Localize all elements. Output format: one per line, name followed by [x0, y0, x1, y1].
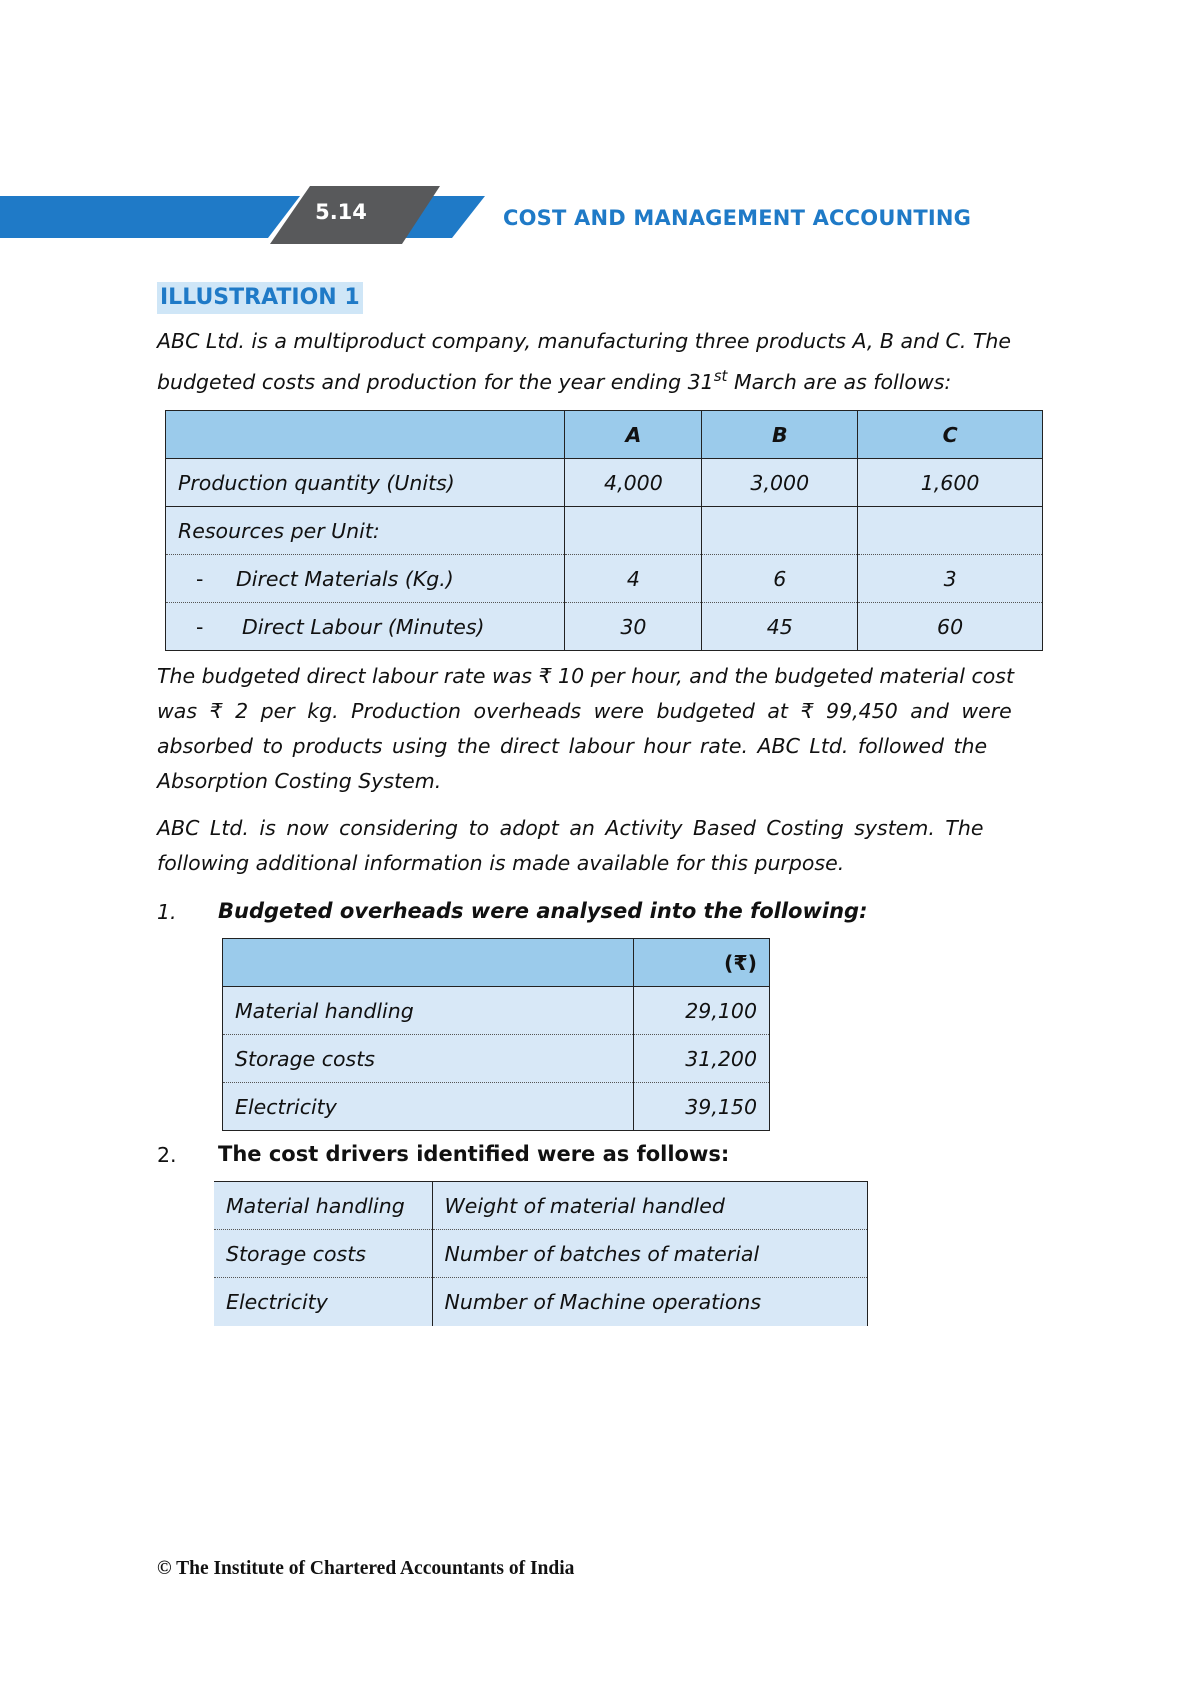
header-band [0, 180, 500, 248]
table-row [214, 1182, 868, 1230]
page-number: 5.14 [315, 200, 367, 224]
table-row [223, 1083, 770, 1131]
cell-empty [565, 507, 702, 555]
intro-line-2: budgeted costs and production for the year ending 31st March are as follows: [157, 367, 952, 394]
cell-value: Number of batches of material [432, 1230, 868, 1278]
bullet-dash: - [196, 566, 204, 591]
table-row [214, 1230, 868, 1278]
row-label: Material handling [223, 987, 634, 1035]
cell-value: 1,600 [858, 459, 1043, 507]
item-number: 2. [157, 1143, 177, 1167]
intro-paragraph [157, 324, 1052, 400]
row-label: Storage costs [223, 1035, 634, 1083]
table-row [223, 987, 770, 1035]
cell-value: 3,000 [702, 459, 858, 507]
table-row [166, 507, 1043, 555]
cost-drivers-table [214, 1181, 868, 1326]
cell-empty [702, 507, 858, 555]
header-cell-c: C [858, 411, 1043, 459]
item-number: 1. [157, 900, 177, 924]
cell-empty [858, 507, 1043, 555]
copyright-footer: © The Institute of Chartered Accountants of India [157, 1558, 575, 1579]
row-label: Electricity [214, 1278, 432, 1326]
header-cell-currency: (₹) [634, 939, 770, 987]
table-row [166, 459, 1043, 507]
production-table [165, 410, 1043, 651]
labour-rate-paragraph [157, 659, 1052, 799]
cell-value: 30 [565, 603, 702, 651]
bullet-dash: - [196, 614, 204, 639]
book-title: COST AND MANAGEMENT ACCOUNTING [503, 206, 972, 230]
table-row [214, 1278, 868, 1326]
table-header-row [166, 411, 1043, 459]
table-row [166, 603, 1043, 651]
row-label: - Direct Materials (Kg.) [166, 555, 565, 603]
row-label: Material handling [214, 1182, 432, 1230]
item-heading: The cost drivers identified were as follows: [218, 1142, 730, 1166]
cell-value: 31,200 [634, 1035, 770, 1083]
row-label: Storage costs [214, 1230, 432, 1278]
cell-value: 60 [858, 603, 1043, 651]
cell-value: Weight of material handled [432, 1182, 868, 1230]
table-header-row [223, 939, 770, 987]
cell-value: 39,150 [634, 1083, 770, 1131]
cell-value: 29,100 [634, 987, 770, 1035]
paragraph-line: ABC Ltd. is now considering to adopt an Activity Based Costing system. The [157, 816, 984, 840]
header-cell-b: B [702, 411, 858, 459]
paragraph-line: was ₹ 2 per kg. Production overheads were budgeted at ₹ 99,450 and were [157, 699, 1012, 723]
item-heading: Budgeted overheads were analysed into the following: [218, 899, 868, 923]
intro-line-1: ABC Ltd. is a multiproduct company, manufacturing three products A, B and C. The [157, 329, 1012, 353]
header-cell-a: A [565, 411, 702, 459]
overheads-table [222, 938, 770, 1131]
row-label: Production quantity (Units) [166, 459, 565, 507]
paragraph-line: The budgeted direct labour rate was ₹ 10 per hour, and the budgeted material cost [157, 664, 1014, 688]
cell-value: 45 [702, 603, 858, 651]
cell-value: 4 [565, 555, 702, 603]
row-label: Resources per Unit: [166, 507, 565, 555]
illustration-label: ILLUSTRATION 1 [157, 282, 363, 314]
table-row [223, 1035, 770, 1083]
row-label: Electricity [223, 1083, 634, 1131]
paragraph-line: absorbed to products using the direct labour hour rate. ABC Ltd. followed the [157, 734, 988, 758]
abc-paragraph [157, 811, 1052, 881]
cell-value: 3 [858, 555, 1043, 603]
header-cell-blank [223, 939, 634, 987]
cell-value: 6 [702, 555, 858, 603]
cell-value: 4,000 [565, 459, 702, 507]
table-row [166, 555, 1043, 603]
header-cell-blank [166, 411, 565, 459]
paragraph-line: following additional information is made available for this purpose. [157, 851, 845, 875]
paragraph-line: Absorption Costing System. [157, 769, 442, 793]
cell-value: Number of Machine operations [432, 1278, 868, 1326]
row-label: - Direct Labour (Minutes) [166, 603, 565, 651]
